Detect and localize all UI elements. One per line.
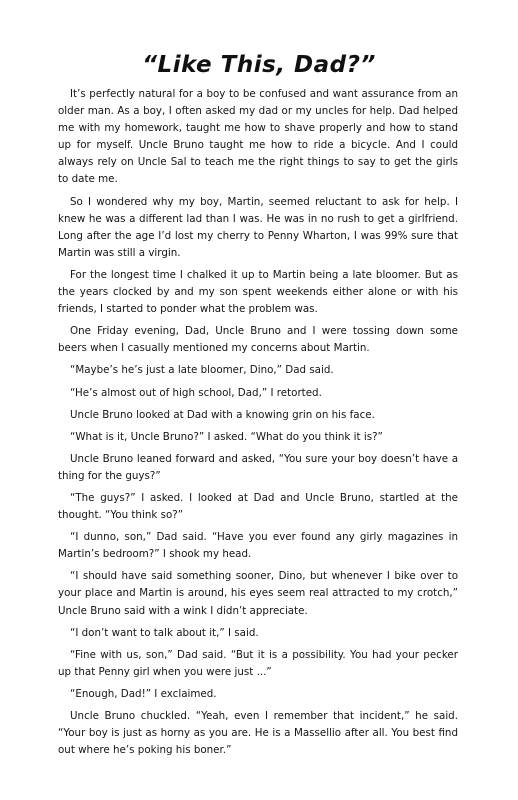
paragraph: Uncle Bruno chuckled. “Yeah, even I remember that incident,” he said. “Your boy is just as horny as you are. He is a Massellio after all. You best find out where he’s poking his boner.” <box>58 710 458 757</box>
story-text <box>58 86 458 764</box>
paragraph: Uncle Bruno looked at Dad with a knowing grin on his face. <box>70 408 375 421</box>
paragraph: Uncle Bruno leaned forward and asked, “You sure your boy doesn’t have a thing for the guys?” <box>58 452 458 482</box>
paragraph: “Enough, Dad!” I exclaimed. <box>70 687 217 700</box>
paragraph: “Fine with us, son,” Dad said. “But it is a possibility. You had your pecker up that Penny girl when you were just ...” <box>58 648 458 678</box>
paragraph: So I wondered why my boy, Martin, seemed reluctant to ask for help. I knew he was a different lad than I was. He was in no rush to get a girlfriend. Long after the age I’d lost my cherry to Penny Wharton, I was 99% sure that Martin was still a virgin. <box>58 195 458 259</box>
paragraph: It’s perfectly natural for a boy to be confused and want assurance from an older man. As a boy, I often asked my dad or my uncles for help. Dad helped me with my homework, taught me how to shave properly and how to stand up for myself. Uncle Bruno taught me how to ride a bicycle. And I could always rely on Uncle Sal to teach me the right things to say to get the girls to date me. <box>58 88 458 186</box>
paragraph: “I should have said something sooner, Dino, but whenever I bike over to your place and Martin is around, his eyes seem real attracted to my crotch,” Uncle Bruno said with a wink I didn’t appreciate. <box>58 570 458 617</box>
paragraph: “I don’t want to talk about it,” I said. <box>70 626 259 639</box>
paragraph: “The guys?” I asked. I looked at Dad and Uncle Bruno, startled at the thought. “You think so?” <box>58 491 458 522</box>
paragraph: “What is it, Uncle Bruno?” I asked. “What do you think it is?” <box>70 430 383 443</box>
paragraph: One Friday evening, Dad, Uncle Bruno and I were tossing down some beers when I casually mentioned my concerns about Martin. <box>58 325 458 355</box>
paragraph: “Maybe’s he’s just a late bloomer, Dino,” Dad said. <box>70 364 334 377</box>
paragraph: For the longest time I chalked it up to Martin being a late bloomer. But as the years clocked by and my son spent weekends either alone or with his friends, I started to ponder what the problem was. <box>58 268 458 316</box>
paragraph: “He’s almost out of high school, Dad,” I retorted. <box>70 386 322 399</box>
chapter-title: “Like This, Dad?” <box>142 52 376 78</box>
paragraph: “I dunno, son,” Dad said. “Have you ever found any girly magazines in Martin’s bedroom?” I shook my head. <box>58 531 458 561</box>
